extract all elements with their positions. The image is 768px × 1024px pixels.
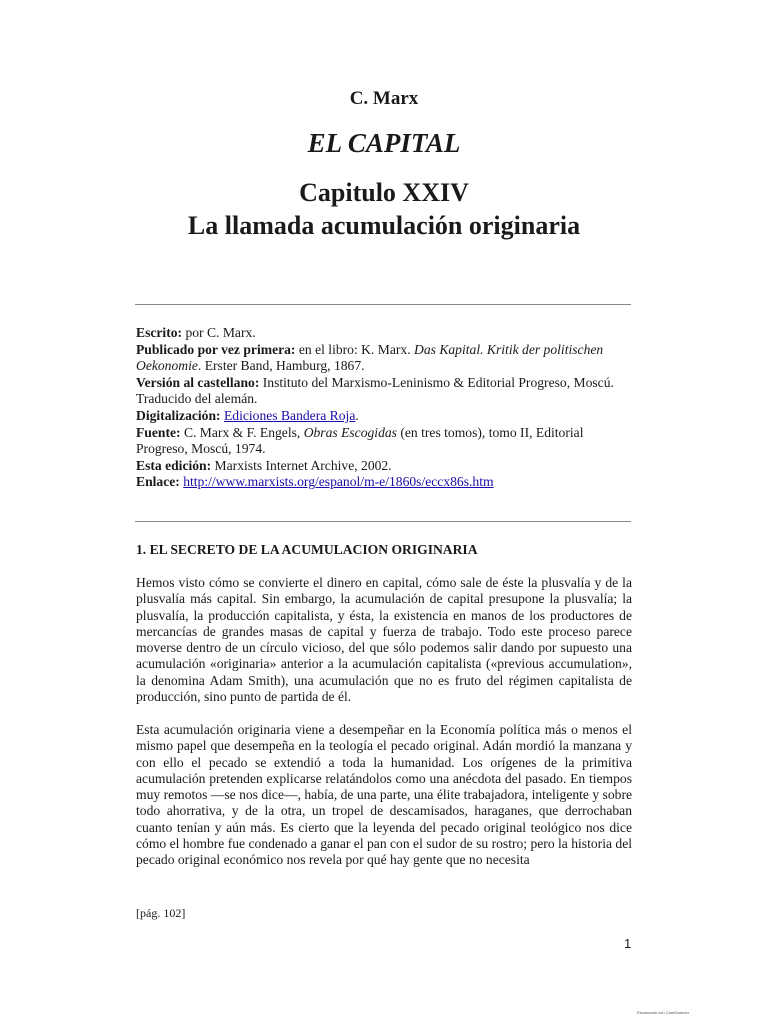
- meta-label: Versión al castellano:: [136, 374, 260, 390]
- meta-digitalizacion: Digitalización: Ediciones Bandera Roja.: [136, 407, 359, 423]
- publication-info: [136, 325, 636, 491]
- body-paragraph: Hemos visto cómo se convierte el dinero en capital, cómo sale de éste la plusvalía y de la plusvalía más capital. Sin embargo, la acumulación de capital presupone la plusvalía; la plusvalía, la producción capitalista, y ésta, la existencia en manos de los productores de mercancías de grandes masas de capital y fuerza de trabajo. Todo este proceso parece moverse dentro de un círculo vicioso, del que sólo podemos salir dando por supuesto una acumulación «originaria» anterior a la acumulación capitalista («previous accumulation», la denomina Adam Smith), una acumulación que no es fruto del régimen capitalista de producción, sino punto de partida de él.: [136, 575, 632, 705]
- meta-label: Escrito:: [136, 325, 183, 340]
- meta-edicion: Esta edición: Marxists Internet Archive, 2002.: [136, 457, 392, 473]
- meta-escrito: Escrito: por C. Marx.: [136, 325, 256, 340]
- chapter-number: Capitulo XXIV: [299, 178, 469, 207]
- chapter-subtitle: La llamada acumulación originaria: [187, 211, 581, 240]
- meta-label: Enlace:: [136, 474, 180, 490]
- meta-label: Publicado por vez primera:: [136, 341, 296, 357]
- meta-publicado: Publicado por vez primera: en el libro: K. Marx. Das Kapital. Kritik der politischen Oekonomie. Erster Band, Hamburg, 1867.: [136, 341, 604, 374]
- author-name: C. Marx: [349, 88, 419, 109]
- meta-label: Esta edición:: [136, 457, 212, 473]
- meta-label: Fuente:: [136, 424, 181, 440]
- book-title: EL CAPITAL: [307, 128, 461, 158]
- section-heading: 1. EL SECRETO DE LA ACUMULACION ORIGINARIA: [136, 542, 478, 557]
- ediciones-bandera-roja-link[interactable]: Ediciones Bandera Roja: [223, 407, 356, 423]
- meta-fuente: Fuente: C. Marx & F. Engels, Obras Escogidas (en tres tomos), tomo II, Editorial Progreso, Moscú, 1974.: [136, 424, 584, 457]
- marxists-archive-link[interactable]: http://www.marxists.org/espanol/m-e/1860s/eccx86s.htm: [183, 474, 494, 490]
- page-number: 1: [624, 936, 632, 951]
- page-reference: [pág. 102]: [136, 906, 186, 920]
- divider: [135, 521, 631, 522]
- divider: [135, 304, 631, 305]
- meta-version: Versión al castellano: Instituto del Marxismo-Leninismo & Editorial Progreso, Moscú. Traducido del alemán.: [136, 374, 614, 407]
- meta-enlace: [136, 474, 636, 491]
- chapter-heading: [0, 176, 768, 242]
- scanner-watermark: Escaneado con CamScanner: [637, 1010, 690, 1015]
- meta-label: Digitalización:: [136, 407, 221, 423]
- body-paragraph: Esta acumulación originaria viene a desempeñar en la Economía política más o menos el mismo papel que desempeña en la teología el pecado original. Adán mordió la manzana y con ello el pecado se extendió a toda la humanidad. Los orígenes de la primitiva acumulación pretenden explicarse relatándolos como una anécdota del pasado. En tiempos muy remotos —se nos dice—, había, de una parte, una élite trabajadora, inteligente y sobre todo ahorrativa, y de la otra, un tropel de descamisados, haraganes, que derrochaban cuanto tenían y aún más. Es cierto que la leyenda del pecado original teológico nos dice cómo el hombre fue condenado a ganar el pan con el sudor de su rostro; pero la historia del pecado original económico nos revela por qué hay gente que no necesita: [136, 722, 633, 868]
